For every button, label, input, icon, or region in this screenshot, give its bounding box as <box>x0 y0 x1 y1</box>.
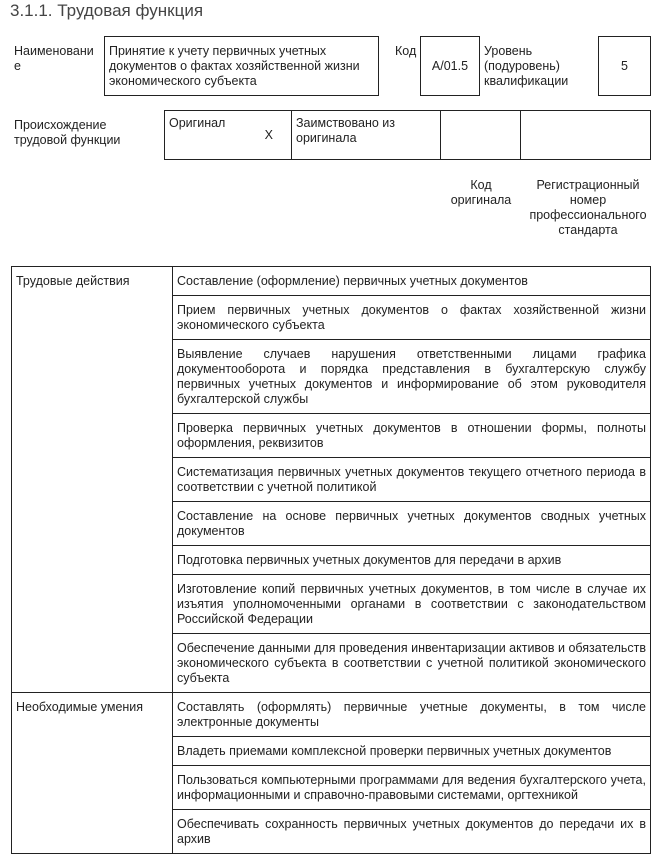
origin-original-mark: X <box>264 128 273 142</box>
code-label: Код <box>395 44 417 58</box>
origin-borrowed-label: Заимствовано из оригинала <box>296 116 395 145</box>
table-cell: Владеть приемами комплексной проверки первичных учетных документов <box>173 737 651 766</box>
origin-label: Происхождение трудовой функции <box>14 118 121 147</box>
table-cell: Обеспечивать сохранность первичных учетных документов до передачи их в архив <box>173 810 651 854</box>
origin-reg-number-cell <box>521 111 651 160</box>
function-details-table <box>11 266 651 854</box>
level-value-box <box>598 36 651 96</box>
table-row <box>12 267 651 296</box>
table-cell: Изготовление копий первичных учетных документов, в том числе в случае их изъятия уполномоченными органами в соответствии с законодательством Российской Федерации <box>173 575 651 634</box>
section-title: 3.1.1. Трудовая функция <box>10 1 204 20</box>
table-cell: Составление на основе первичных учетных документов сводных учетных документов <box>173 502 651 546</box>
table-cell: Систематизация первичных учетных документов текущего отчетного периода в соответствии с учетной политикой <box>173 458 651 502</box>
section-label-skills: Необходимые умения <box>12 693 173 854</box>
code-value: A/01.5 <box>431 58 469 73</box>
name-value: Принятие к учету первичных учетных документов о фактах хозяйственной жизни экономического субъекта <box>109 44 360 88</box>
table-row <box>12 693 651 737</box>
table-cell: Выявление случаев нарушения ответственными лицами графика документооборота и порядка представления в бухгалтерскую службу первичных учетных документов и информирование об этом руководителя бухгалтерской службы <box>173 340 651 414</box>
origin-original-label: Оригинал <box>169 116 226 130</box>
table-cell: Составлять (оформлять) первичные учетные документы, в том числе электронные документы <box>173 693 651 737</box>
name-label: Наименовани е <box>14 44 94 73</box>
name-value-box <box>104 36 379 96</box>
level-label: Уровень (подуровень) квалификации <box>484 44 569 88</box>
origin-borrowed-cell <box>292 111 441 160</box>
level-value: 5 <box>621 58 628 73</box>
code-value-box <box>420 36 480 96</box>
reg-number-caption: Регистрационный номер профессионального стандарта <box>529 178 647 237</box>
section-label-actions: Трудовые действия <box>12 267 173 693</box>
origin-original-cell <box>165 111 292 160</box>
table-cell: Подготовка первичных учетных документов для передачи в архив <box>173 546 651 575</box>
table-cell: Обеспечение данными для проведения инвентаризации активов и обязательств экономического субъекта в соответствии с учетной политикой экономического субъекта <box>173 634 651 693</box>
table-cell: Проверка первичных учетных документов в отношении формы, полноты оформления, реквизитов <box>173 414 651 458</box>
table-cell: Составление (оформление) первичных учетных документов <box>173 267 651 296</box>
origin-code-cell <box>441 111 521 160</box>
original-code-caption: Код оригинала <box>450 178 512 207</box>
origin-table <box>164 110 651 160</box>
table-cell: Пользоваться компьютерными программами для ведения бухгалтерского учета, информационными и справочно-правовыми системами, оргтехникой <box>173 766 651 810</box>
table-cell: Прием первичных учетных документов о фактах хозяйственной жизни экономического субъекта <box>173 296 651 340</box>
